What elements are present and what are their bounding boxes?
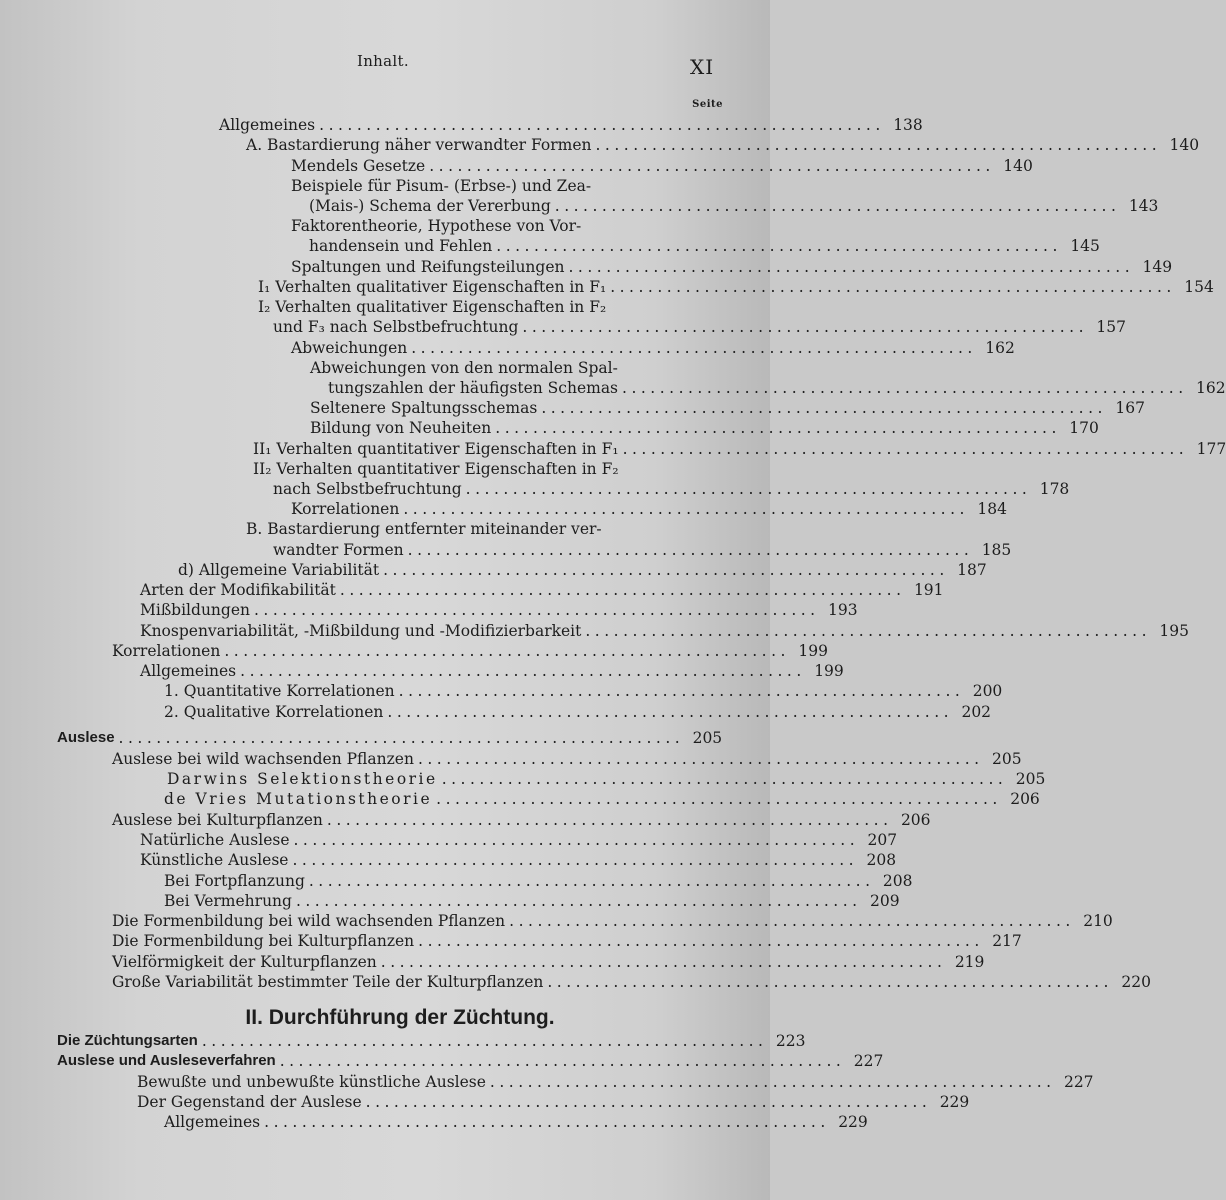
toc-entry-title: Bei Vermehrung — [164, 892, 292, 910]
leader-dots: ............................................................ — [279, 1052, 846, 1070]
toc-entry-page: 205 — [991, 750, 1022, 768]
leader-dots: ............................................................ — [339, 581, 906, 599]
toc-entry-title-continued: handensein und Fehlen — [309, 237, 493, 255]
toc-entry — [112, 972, 1151, 992]
leader-dots: ............................................................ — [365, 1093, 932, 1111]
toc-entry — [164, 702, 992, 722]
toc-entry — [137, 1092, 970, 1112]
toc-entry-chapter — [57, 1051, 884, 1071]
toc-entry-page: 140 — [1169, 136, 1200, 154]
toc-entry — [253, 439, 1226, 459]
leader-dots: ............................................................ — [495, 419, 1061, 437]
toc-entry-title: Auslese bei wild wachsenden Pflanzen — [112, 750, 414, 768]
leader-dots: ............................................................ — [417, 750, 984, 768]
toc-entry — [291, 257, 1173, 277]
leader-dots: ............................................................ — [418, 932, 984, 950]
leader-dots: ............................................................ — [308, 872, 875, 890]
toc-entry — [291, 156, 1033, 176]
toc-entry — [140, 830, 898, 850]
toc-entry-title: Allgemeines — [164, 1113, 261, 1131]
toc-entry-page: 184 — [977, 500, 1007, 518]
leader-dots: ............................................................ — [293, 831, 860, 849]
leader-dots: ............................................................ — [509, 912, 1075, 930]
toc-entry — [164, 891, 900, 911]
toc-entry-page: 229 — [939, 1093, 970, 1111]
leader-dots: ............................................................ — [547, 973, 1113, 991]
toc-entry-title: Korrelationen — [112, 642, 221, 660]
toc-entry-page: 207 — [867, 831, 898, 849]
toc-entry-title: Große Variabilität bestimmter Teile der Kulturpflanzen — [112, 973, 544, 991]
toc-entry — [273, 540, 1012, 560]
toc-entry-page: 208 — [866, 851, 897, 869]
toc-entry-page: 191 — [913, 581, 944, 599]
toc-entry — [140, 580, 944, 600]
toc-entry — [291, 338, 1015, 358]
toc-entry-title: Bewußte und unbewußte künstliche Auslese — [137, 1073, 486, 1091]
leader-dots: ............................................................ — [554, 197, 1121, 215]
toc-entry-page: 154 — [1184, 278, 1214, 296]
toc-entry — [258, 277, 1214, 297]
toc-entry-page: 157 — [1096, 318, 1127, 336]
section-heading: II. Durchführung der Züchtung. — [245, 1006, 555, 1029]
toc-entry-title: 1. Quantitative Korrelationen — [164, 682, 395, 700]
toc-entry-title: Darwins Selektionstheorie — [167, 770, 438, 788]
leader-dots: ............................................................ — [541, 399, 1107, 417]
leader-dots: ............................................................ — [240, 662, 806, 680]
toc-entry-title: Abweichungen von den normalen Spal- — [310, 359, 618, 377]
toc-entry-title: de Vries Mutationstheorie — [164, 790, 433, 808]
toc-entry-page: 227 — [1063, 1073, 1094, 1091]
toc-entry — [309, 236, 1100, 256]
toc-entry-title: Auslese — [57, 729, 115, 746]
page-column-label: Seite — [692, 99, 723, 110]
toc-entry-page: 219 — [954, 953, 985, 971]
toc-entry-title: Bildung von Neuheiten — [310, 419, 492, 437]
leader-dots: ............................................................ — [319, 116, 885, 134]
toc-entry — [112, 931, 1022, 951]
toc-entry-page: 162 — [1196, 379, 1226, 397]
toc-entry — [164, 681, 1003, 701]
toc-entry — [164, 871, 913, 891]
toc-entry-page: 195 — [1159, 622, 1189, 640]
toc-entry-title: Vielförmigkeit der Kulturpflanzen — [112, 953, 377, 971]
toc-entry-page: 140 — [1003, 157, 1033, 175]
page-number: XI — [690, 55, 715, 79]
toc-entry — [309, 196, 1159, 216]
leader-dots: ............................................................ — [436, 790, 1002, 808]
toc-entry-title: I₁ Verhalten qualitativer Eigenschaften in F₁ — [258, 278, 607, 296]
toc-entry-page: 220 — [1121, 973, 1151, 991]
toc-entry-title: Mißbildungen — [140, 601, 250, 619]
toc-entry-title: Knospenvariabilität, -Mißbildung und -Modifizierbarkeit — [140, 622, 582, 640]
toc-entry — [178, 560, 987, 580]
toc-entry — [164, 1112, 868, 1132]
toc-entry-title-continued: tungszahlen der häufigsten Schemas — [328, 379, 619, 397]
toc-entry — [112, 911, 1113, 931]
leader-dots: ............................................................ — [326, 811, 893, 829]
toc-entry-page: 185 — [981, 541, 1012, 559]
leader-dots: ............................................................ — [224, 642, 790, 660]
toc-entry-page: 223 — [775, 1032, 806, 1050]
toc-entry-page: 138 — [893, 116, 923, 134]
toc-entry-title: II₂ Verhalten quantitativer Eigenschaften in F₂ — [253, 460, 619, 478]
toc-entry-page: 162 — [985, 339, 1015, 357]
toc-entry-title-continued: wandter Formen — [273, 541, 404, 559]
toc-entry — [273, 317, 1127, 337]
toc-entry — [137, 1072, 1094, 1092]
toc-entry-title: Die Züchtungsarten — [57, 1032, 198, 1049]
toc-entry-page: 149 — [1142, 258, 1173, 276]
toc-entry-page: 227 — [853, 1052, 884, 1070]
toc-entry-title: Beispiele für Pisum- (Erbse-) und Zea- — [291, 177, 592, 195]
toc-entry-page: 202 — [961, 703, 992, 721]
toc-entry — [310, 398, 1145, 418]
toc-entry-page: 178 — [1039, 480, 1070, 498]
toc-entry-page: 145 — [1070, 237, 1100, 255]
toc-entry-title: Auslese bei Kulturpflanzen — [112, 811, 323, 829]
leader-dots: ............................................................ — [383, 561, 949, 579]
toc-entry — [140, 850, 897, 870]
toc-entry-title: Seltenere Spaltungsschemas — [310, 399, 538, 417]
toc-entry-title: I₂ Verhalten qualitativer Eigenschaften in F₂ — [258, 298, 607, 316]
toc-entry — [112, 952, 985, 972]
toc-entry — [291, 499, 1007, 519]
toc-entry-page: 200 — [972, 682, 1003, 700]
leader-dots: ............................................................ — [585, 622, 1151, 640]
toc-entry-title: Mendels Gesetze — [291, 157, 426, 175]
leader-dots: ............................................................ — [595, 136, 1162, 154]
leader-dots: ............................................................ — [201, 1032, 768, 1050]
leader-dots: ............................................................ — [522, 318, 1089, 336]
leader-dots: ............................................................ — [489, 1073, 1056, 1091]
leader-dots: ............................................................ — [407, 541, 974, 559]
toc-entry-page: 206 — [1010, 790, 1040, 808]
leader-dots: ............................................................ — [295, 892, 862, 910]
toc-entry — [310, 418, 1099, 438]
toc-entry-title: Faktorentheorie, Hypothese von Vor- — [291, 217, 582, 235]
toc-entry — [328, 378, 1226, 398]
leader-dots: ............................................................ — [568, 258, 1135, 276]
toc-entry — [112, 641, 828, 661]
toc-entry-page: 170 — [1069, 419, 1099, 437]
toc-entry-page: 187 — [957, 561, 987, 579]
leader-dots: ............................................................ — [387, 703, 954, 721]
toc-entry-title: Spaltungen und Reifungsteilungen — [291, 258, 565, 276]
running-title: Inhalt. — [357, 52, 409, 70]
leader-dots: ............................................................ — [441, 770, 1008, 788]
toc-entry — [112, 810, 931, 830]
toc-entry-title: Allgemeines — [219, 116, 316, 134]
toc-entry — [112, 749, 1022, 769]
toc-entry-title: Korrelationen — [291, 500, 400, 518]
toc-entry-title-continued: nach Selbstbefruchtung — [273, 480, 462, 498]
leader-dots: ............................................................ — [622, 379, 1188, 397]
toc-entry-page: 177 — [1196, 440, 1226, 458]
toc-entry-page: 143 — [1128, 197, 1159, 215]
toc-entry-title: Die Formenbildung bei wild wachsenden Pflanzen — [112, 912, 506, 930]
leader-dots: ............................................................ — [292, 851, 859, 869]
toc-entry-page: 208 — [882, 872, 913, 890]
toc-entry-page: 229 — [838, 1113, 868, 1131]
leader-dots: ............................................................ — [264, 1113, 830, 1131]
toc-entry-page: 199 — [798, 642, 828, 660]
toc-entry-page: 199 — [814, 662, 844, 680]
toc-entry-title: d) Allgemeine Variabilität — [178, 561, 380, 579]
toc-entry-title: Der Gegenstand der Auslese — [137, 1093, 362, 1111]
toc-entry-page: 193 — [828, 601, 858, 619]
leader-dots: ............................................................ — [622, 440, 1189, 458]
leader-dots: ............................................................ — [253, 601, 820, 619]
toc-entry-title: Bei Fortpflanzung — [164, 872, 305, 890]
toc-entry-page: 217 — [992, 932, 1022, 950]
toc-entry — [140, 621, 1189, 641]
leader-dots: ............................................................ — [429, 157, 995, 175]
toc-entry — [164, 789, 1040, 809]
leader-dots: ............................................................ — [118, 729, 685, 747]
toc-entry-page: 167 — [1115, 399, 1145, 417]
leader-dots: ............................................................ — [380, 953, 947, 971]
leader-dots: ............................................................ — [465, 480, 1032, 498]
leader-dots: ............................................................ — [403, 500, 969, 518]
toc-entry — [167, 769, 1046, 789]
toc-entry-page: 210 — [1083, 912, 1113, 930]
leader-dots: ............................................................ — [610, 278, 1176, 296]
toc-entry-chapter — [57, 728, 722, 748]
toc-entry-title: Auslese und Ausleseverfahren — [57, 1052, 276, 1069]
toc-entry-title: Die Formenbildung bei Kulturpflanzen — [112, 932, 415, 950]
toc-entry-page: 205 — [692, 729, 723, 747]
toc-entry — [140, 600, 858, 620]
toc-entry-page: 205 — [1015, 770, 1046, 788]
toc-entry-page: 206 — [900, 811, 931, 829]
toc-entry — [246, 135, 1200, 155]
toc-entry-title: B. Bastardierung entfernter miteinander ver- — [246, 520, 602, 538]
toc-entry-title: 2. Qualitative Korrelationen — [164, 703, 384, 721]
toc-entry — [219, 115, 923, 135]
toc-entry-title: Arten der Modifikabilität — [140, 581, 336, 599]
toc-entry-title: Abweichungen — [291, 339, 408, 357]
toc-entry-title: A. Bastardierung näher verwandter Formen — [246, 136, 592, 154]
toc-entry-chapter — [57, 1031, 806, 1051]
toc-entry-title: II₁ Verhalten quantitativer Eigenschaften in F₁ — [253, 440, 619, 458]
toc-entry-title: Allgemeines — [140, 662, 237, 680]
leader-dots: ............................................................ — [496, 237, 1062, 255]
toc-entry-title: Natürliche Auslese — [140, 831, 290, 849]
toc-entry-page: 209 — [869, 892, 900, 910]
toc-entry — [140, 661, 844, 681]
toc-entry — [273, 479, 1070, 499]
leader-dots: ............................................................ — [411, 339, 977, 357]
toc-entry-title-continued: (Mais-) Schema der Vererbung — [309, 197, 551, 215]
leader-dots: ............................................................ — [398, 682, 965, 700]
toc-entry-title-continued: und F₃ nach Selbstbefruchtung — [273, 318, 519, 336]
toc-entry-title: Künstliche Auslese — [140, 851, 289, 869]
